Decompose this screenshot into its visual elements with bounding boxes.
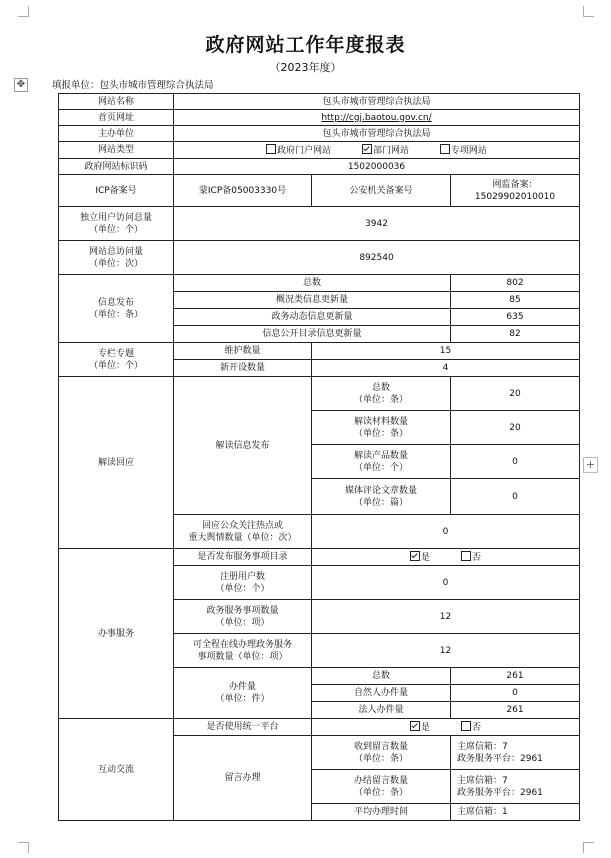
site-type-option[interactable]: 政府门户网站 bbox=[266, 144, 331, 157]
cell-unit: （单位：个） bbox=[353, 462, 408, 473]
cell-label: 专栏专题 bbox=[97, 348, 134, 359]
cell-value: 0 bbox=[451, 685, 580, 702]
cell-label: 独立用户访问总量 bbox=[79, 212, 152, 223]
cell-label: 留言办理 bbox=[174, 736, 312, 821]
cell-value: 15 bbox=[312, 343, 580, 360]
cell-label: 信息公开目录信息更新量 bbox=[174, 326, 451, 343]
cell-label: 办件量 bbox=[228, 682, 256, 692]
cell-value: 20 bbox=[451, 411, 580, 445]
cell-value: 892540 bbox=[174, 241, 580, 275]
cell-label: 平均办理时间 bbox=[312, 804, 451, 821]
platform-option-yes[interactable]: 是 bbox=[410, 721, 430, 734]
move-icon[interactable]: ✥ bbox=[14, 78, 28, 92]
cell-unit: （单位：条） bbox=[353, 428, 408, 439]
cell-value: 包头市城市管理综合执法局 bbox=[174, 94, 580, 110]
cell-label: 新开设数量 bbox=[174, 360, 312, 377]
cell-label: 信息发布 bbox=[97, 297, 134, 308]
table-row bbox=[59, 549, 580, 566]
page-corner-mark bbox=[583, 6, 594, 17]
cell-value: 12 bbox=[312, 600, 580, 634]
cell-unit: （单位：次） bbox=[88, 258, 143, 269]
cell-label: 互动交流 bbox=[59, 719, 174, 821]
cell-value: 0 bbox=[312, 515, 580, 549]
cell-value: 0 bbox=[451, 479, 580, 515]
cell-label: 是否发布服务事项目录 bbox=[174, 549, 312, 566]
report-table bbox=[58, 93, 580, 821]
table-row bbox=[59, 241, 580, 275]
site-type-option[interactable]: 专项网站 bbox=[440, 144, 487, 157]
cell-label: 回应公众关注热点或 bbox=[201, 520, 283, 531]
catalog-option-yes[interactable]: 是 bbox=[410, 551, 430, 564]
cell-value: 85 bbox=[451, 292, 580, 309]
cell-value: 12 bbox=[312, 634, 580, 668]
filing-unit: 填报单位：包头市城市管理综合执法局 bbox=[52, 80, 214, 91]
cell-value: 主席信箱：7 bbox=[457, 741, 508, 752]
cell-unit: （单位：条） bbox=[353, 394, 408, 405]
cell-value: 3942 bbox=[174, 207, 580, 241]
cell-value: 主席信箱：7 bbox=[457, 775, 508, 786]
cell-label: 媒体评论文章数量 bbox=[344, 485, 417, 496]
cell-value: 802 bbox=[451, 275, 580, 292]
cell-unit: （单位：篇） bbox=[353, 497, 408, 508]
cell-label: 可全程在线办理政务服务 bbox=[192, 639, 292, 650]
police-record-line2: 15029902010010 bbox=[474, 191, 556, 202]
police-record-line1: 网监备案： bbox=[492, 179, 538, 190]
cell-label: 网站类型 bbox=[59, 142, 174, 159]
cell-value: 82 bbox=[451, 326, 580, 343]
cell-unit: （单位：件） bbox=[215, 694, 270, 704]
table-row bbox=[59, 142, 580, 159]
cell-label: 政务动态信息更新量 bbox=[174, 309, 451, 326]
report-year: （2023年度） bbox=[269, 61, 342, 74]
cell-label: 注册用户数 bbox=[219, 571, 265, 582]
cell-value: 261 bbox=[451, 702, 580, 719]
catalog-options bbox=[312, 549, 580, 566]
cell-label: 总数 bbox=[174, 275, 451, 292]
cell-label: 是否使用统一平台 bbox=[174, 719, 312, 736]
cell-unit: （单位：条） bbox=[353, 753, 408, 764]
cell-unit: （单位：项） bbox=[215, 617, 270, 628]
cell-label: 政府网站标识码 bbox=[59, 159, 174, 175]
platform-options bbox=[312, 719, 580, 736]
table-row bbox=[59, 94, 580, 110]
table-row bbox=[59, 377, 580, 411]
cell-label: 政务服务事项数量 bbox=[206, 605, 279, 616]
cell-label: 总数 bbox=[312, 668, 451, 685]
checkbox-checked-icon[interactable] bbox=[410, 721, 420, 731]
cell-label: 法人办件量 bbox=[312, 702, 451, 719]
report-title: 政府网站工作年度报表 bbox=[205, 34, 406, 56]
table-row bbox=[59, 175, 580, 207]
checkbox-icon[interactable] bbox=[461, 551, 471, 561]
cell-value: 蒙ICP备05003330号 bbox=[174, 175, 312, 207]
checkbox-checked-icon[interactable] bbox=[362, 144, 372, 154]
page-corner-mark bbox=[583, 842, 594, 853]
cell-value: 1502000036 bbox=[174, 159, 580, 175]
table-row bbox=[59, 159, 580, 175]
cell-label: 首页网址 bbox=[59, 110, 174, 126]
page-corner-mark bbox=[18, 842, 29, 853]
cell-label: 总数 bbox=[371, 382, 390, 393]
cell-unit: （单位：条） bbox=[353, 787, 408, 798]
cell-label: 解读材料数量 bbox=[353, 416, 408, 427]
cell-value: 20 bbox=[451, 377, 580, 411]
cell-value: 政务服务平台：2961 bbox=[457, 787, 543, 798]
cell-unit: （单位：个） bbox=[215, 583, 270, 594]
cell-unit: （单位：个） bbox=[88, 224, 143, 235]
cell-label: 收到留言数量 bbox=[353, 741, 408, 752]
cell-value: 主席信箱：1 bbox=[451, 804, 580, 821]
cell-label: 办事服务 bbox=[59, 549, 174, 719]
cell-value: 政务服务平台：2961 bbox=[457, 753, 543, 764]
table-row bbox=[59, 126, 580, 142]
table-row bbox=[59, 110, 580, 126]
cell-value: 0 bbox=[312, 566, 580, 600]
cell-label: ICP备案号 bbox=[59, 175, 174, 207]
table-row bbox=[59, 343, 580, 360]
cell-unit: （单位：条） bbox=[88, 309, 143, 320]
cell-label: 自然人办件量 bbox=[312, 685, 451, 702]
cell-label: 重大舆情数量（单位：次） bbox=[188, 532, 297, 543]
table-row bbox=[59, 207, 580, 241]
platform-option-no[interactable]: 否 bbox=[461, 721, 481, 734]
cell-label: 解读回应 bbox=[59, 377, 174, 549]
cell-unit: （单位：个） bbox=[88, 360, 143, 371]
table-row bbox=[59, 275, 580, 292]
site-type-option[interactable]: 部门网站 bbox=[362, 144, 409, 157]
cell-label: 维护数量 bbox=[174, 343, 312, 360]
cell-label: 概况类信息更新量 bbox=[174, 292, 451, 309]
cell-label: 事项数量（单位：项） bbox=[197, 651, 288, 662]
page-corner-mark bbox=[18, 6, 29, 17]
table-row bbox=[59, 719, 580, 736]
checkbox-icon[interactable] bbox=[266, 144, 276, 154]
catalog-option-no[interactable]: 否 bbox=[461, 551, 481, 564]
cell-label: 公安机关备案号 bbox=[312, 175, 451, 207]
cell-label: 网站总访问量 bbox=[88, 246, 143, 257]
site-type-options bbox=[174, 142, 580, 159]
checkbox-icon[interactable] bbox=[440, 144, 450, 154]
cell-value: 0 bbox=[451, 445, 580, 479]
cell-value: 包头市城市管理综合执法局 bbox=[174, 126, 580, 142]
cell-value: 635 bbox=[451, 309, 580, 326]
cell-value: 4 bbox=[312, 360, 580, 377]
cell-value: 261 bbox=[451, 668, 580, 685]
cell-label: 解读产品数量 bbox=[353, 450, 408, 461]
homepage-link[interactable]: http://cgj.baotou.gov.cn/ bbox=[321, 112, 432, 123]
checkbox-icon[interactable] bbox=[461, 721, 471, 731]
cell-label: 主办单位 bbox=[59, 126, 174, 142]
cell-label: 解读信息发布 bbox=[174, 377, 312, 515]
plus-icon[interactable]: + bbox=[583, 457, 598, 473]
checkbox-checked-icon[interactable] bbox=[410, 551, 420, 561]
cell-label: 网站名称 bbox=[59, 94, 174, 110]
cell-label: 办结留言数量 bbox=[353, 775, 408, 786]
